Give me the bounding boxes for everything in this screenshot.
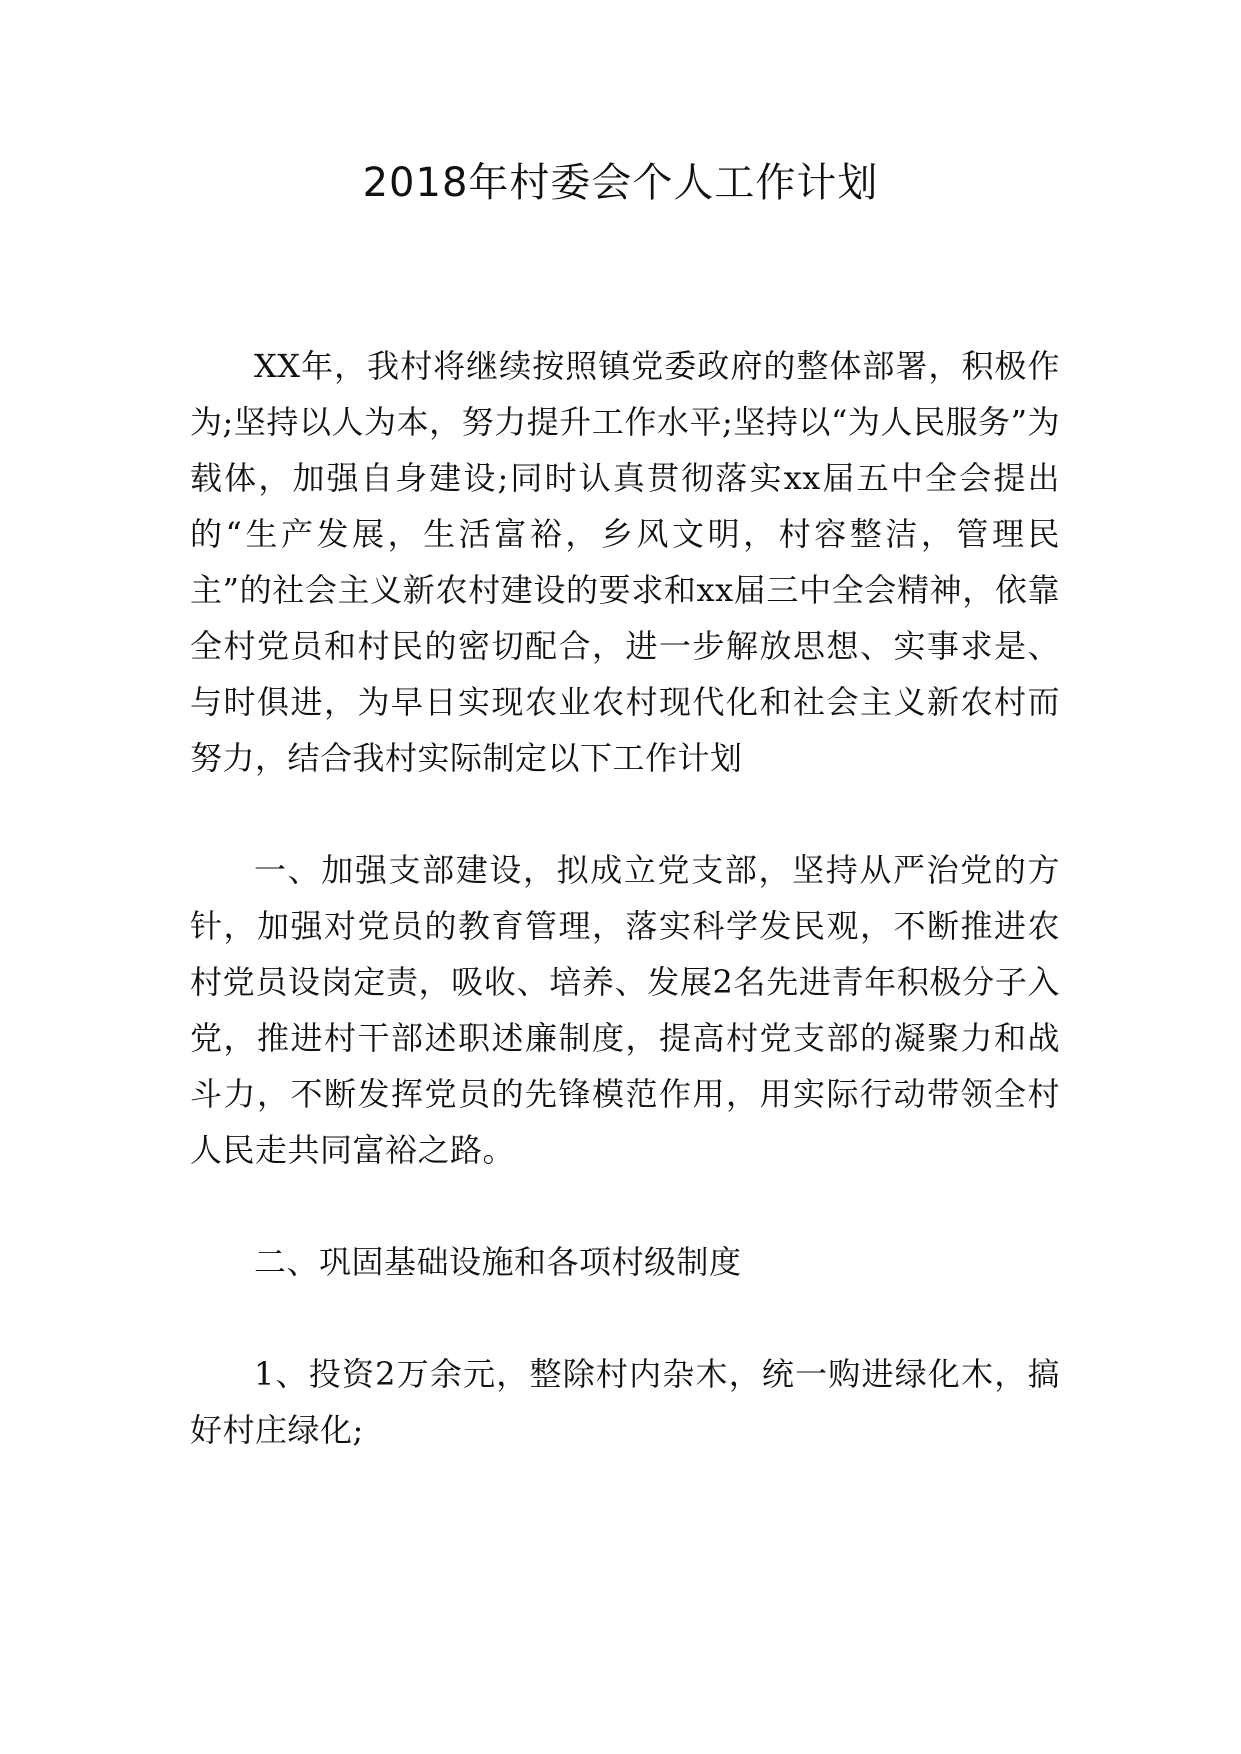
paragraph-item-one: 1、投资2万余元，整除村内杂木，统一购进绿化木，搞好村庄绿化; bbox=[190, 1355, 1060, 1449]
paragraph-gap bbox=[190, 786, 1060, 842]
paragraph-section-two-heading: 二、巩固基础设施和各项村级制度 bbox=[254, 1243, 742, 1281]
document-body bbox=[190, 338, 1060, 1458]
paragraph-intro: XX年，我村将继续按照镇党委政府的整体部署，积极作为;坚持以人为本，努力提升工作水平;坚持以“为人民服务”为载体，加强自身建设;同时认真贯彻落实xx届五中全会提出的“生产发展，生活富裕，乡风文明，村容整洁，管理民主”的社会主义新农村建设的要求和xx届三中全会精神，依靠全村党员和村民的密切配合，进一步解放思想、实事求是、与时俱进，为早日实现农业农村现代化和社会主义新农村而努力，结合我村实际制定以下工作计划 bbox=[190, 347, 1060, 777]
paragraph-gap bbox=[190, 1178, 1060, 1234]
document-title: 2018年村委会个人工作计划 bbox=[362, 160, 879, 206]
paragraph-gap bbox=[190, 1290, 1060, 1346]
paragraph-section-one: 一、加强支部建设，拟成立党支部，坚持从严治党的方针，加强对党员的教育管理，落实科学发民观，不断推进农村党员设岗定责，吸收、培养、发展2名先进青年积极分子入党，推进村干部述职述廉制度，提高村党支部的凝聚力和战斗力，不断发挥党员的先锋模范作用，用实际行动带领全村人民走共同富裕之路。 bbox=[190, 851, 1060, 1169]
